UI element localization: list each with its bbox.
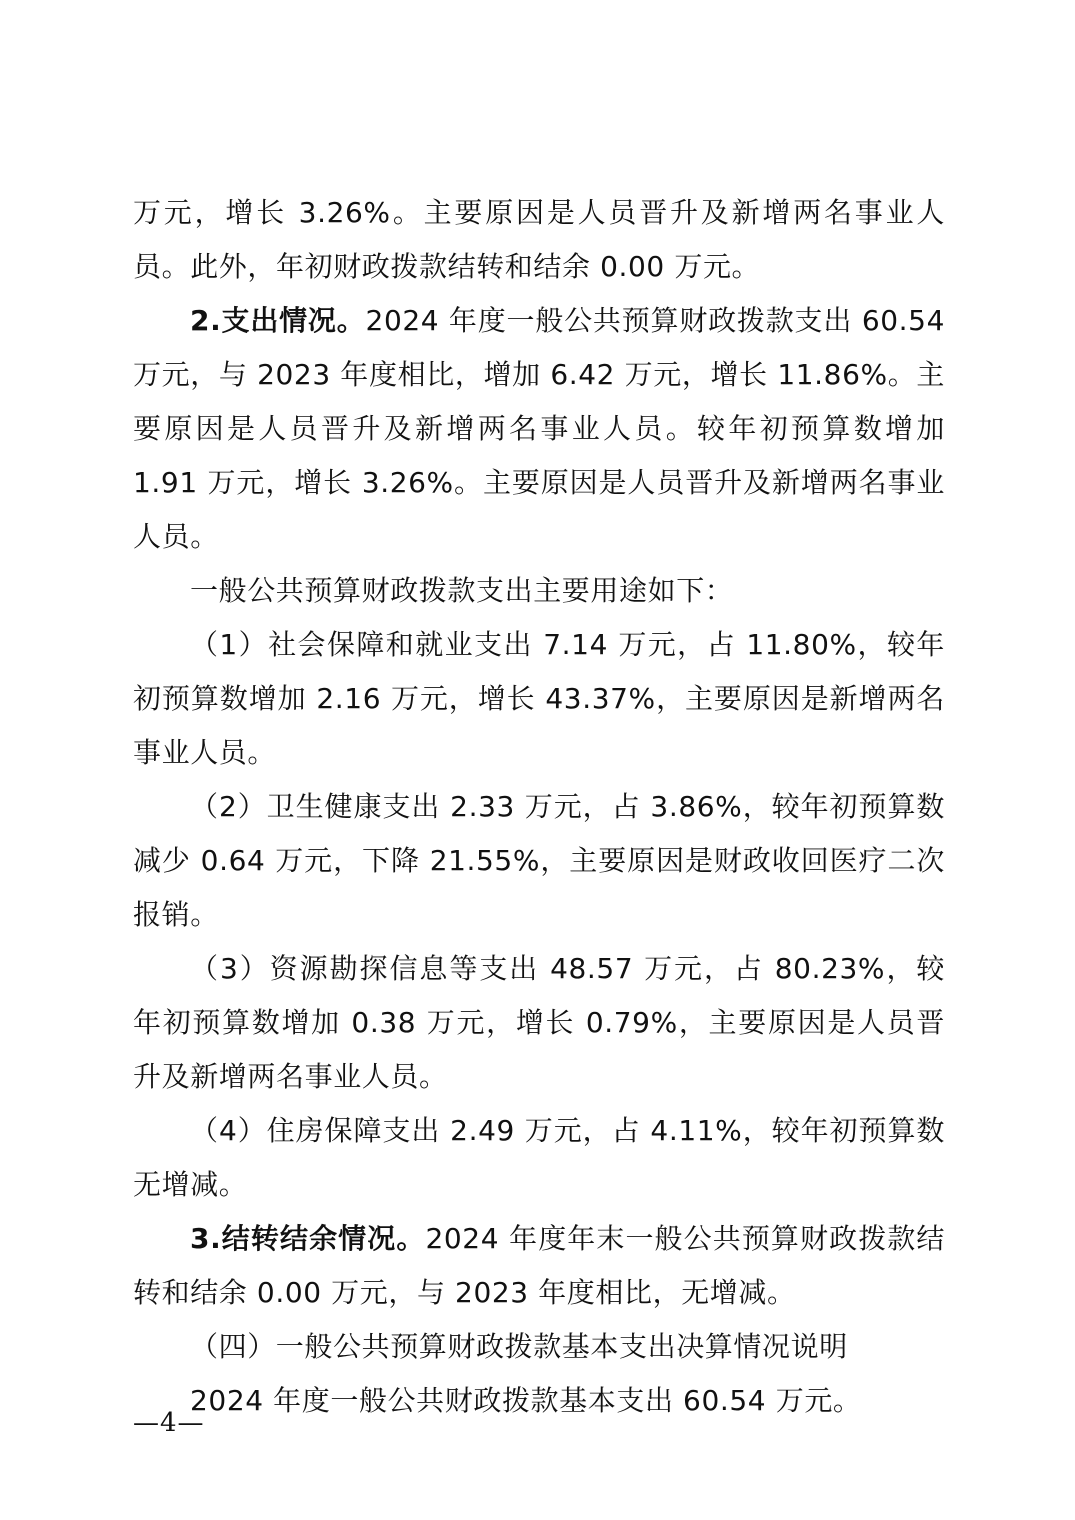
- section-heading-carryover: 3.结转结余情况。: [190, 1222, 426, 1255]
- paragraph-expenditure: [133, 294, 945, 564]
- paragraph-item-housing: （4）住房保障支出 2.49 万元，占 4.11%，较年初预算数无增减。: [133, 1114, 945, 1201]
- paragraph-item-health: （2）卫生健康支出 2.33 万元，占 3.86%，较年初预算数减少 0.64 万元，下降 21.55%，主要原因是财政收回医疗二次报销。: [133, 790, 945, 931]
- section-heading-basic-expenditure: （四）一般公共预算财政拨款基本支出决算情况说明: [190, 1330, 848, 1363]
- document-body: [133, 186, 945, 1428]
- paragraph-carryover-text: 2024 年度年末一般公共预算财政拨款结转和结余 0.00 万元，与 2023 年度相比，无增减。: [133, 1222, 945, 1309]
- section-heading-expenditure: 2.支出情况。: [190, 304, 366, 337]
- paragraph-basic-expenditure: 2024 年度一般公共财政拨款基本支出 60.54 万元。: [190, 1384, 862, 1417]
- paragraph-item-resource-exploration: （3）资源勘探信息等支出 48.57 万元，占 80.23%，较年初预算数增加 0.38 万元，增长 0.79%，主要原因是人员晋升及新增两名事业人员。: [133, 952, 945, 1093]
- paragraph-expenditure-text: 2024 年度一般公共预算财政拨款支出 60.54 万元，与 2023 年度相比，增加 6.42 万元，增长 11.86%。主要原因是人员晋升及新增两名事业人员。较年初预算数增加 1.91 万元，增长 3.26%。主要原因是人员晋升及新增两名事业人员。: [133, 304, 946, 553]
- paragraph-continuation: 万元，增长 3.26%。主要原因是人员晋升及新增两名事业人员。此外，年初财政拨款结转和结余 0.00 万元。: [133, 196, 945, 283]
- page-number: —4—: [133, 1408, 205, 1438]
- paragraph-carryover: [133, 1212, 945, 1320]
- paragraph-usage-intro: 一般公共预算财政拨款支出主要用途如下：: [190, 574, 734, 607]
- paragraph-item-social-security: （1）社会保障和就业支出 7.14 万元，占 11.80%，较年初预算数增加 2.16 万元，增长 43.37%，主要原因是新增两名事业人员。: [133, 628, 945, 769]
